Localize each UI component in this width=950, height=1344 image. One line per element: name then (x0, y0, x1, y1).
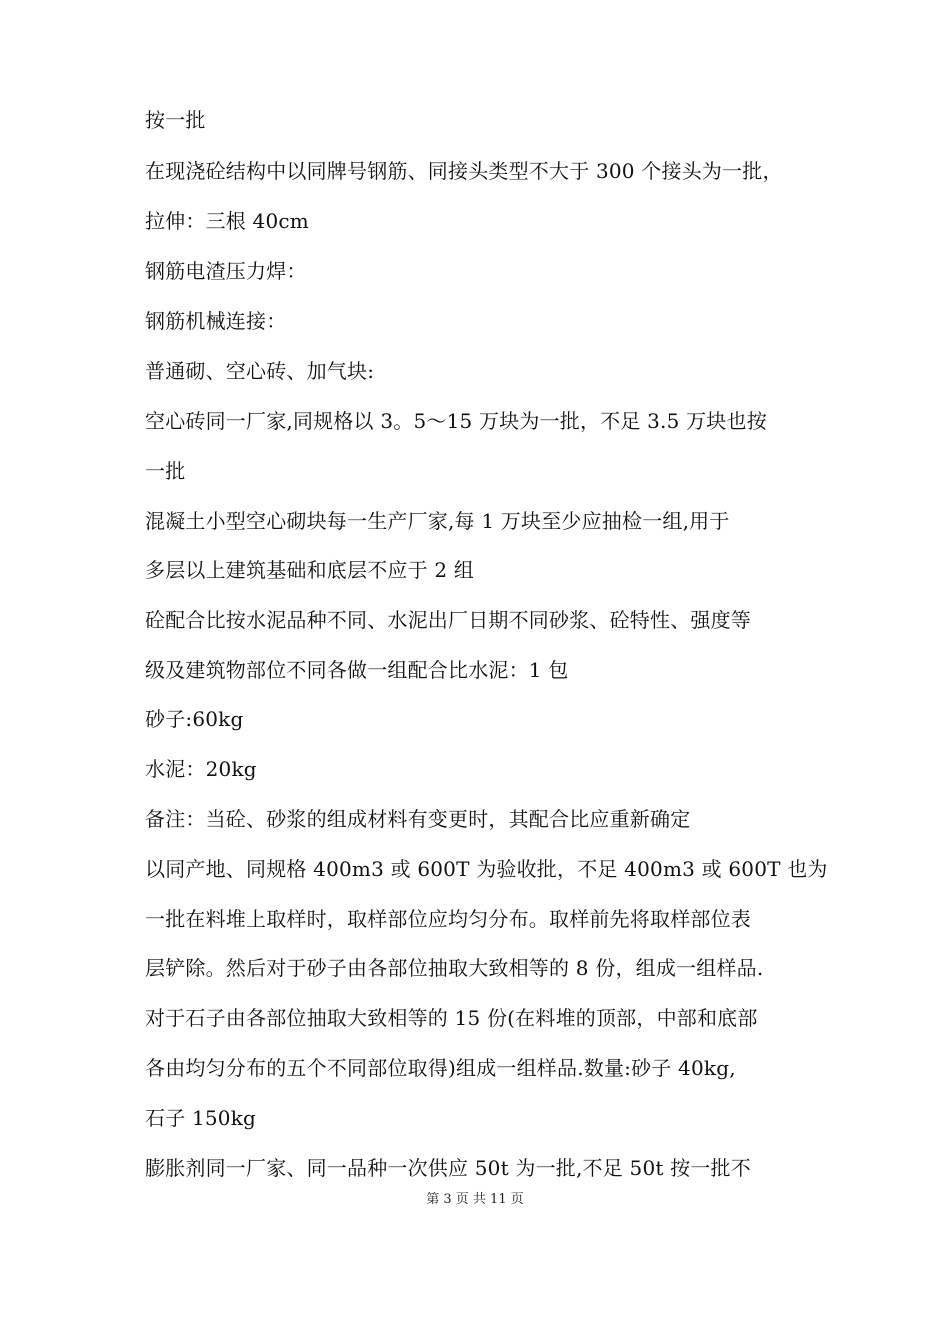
text-line: 在现浇砼结构中以同牌号钢筋、同接头类型不大于 300 个接头为一批， (145, 159, 783, 183)
text-line: 一批 (145, 459, 186, 483)
text-line: 混凝土小型空心砌块每一生产厂家,每 1 万块至少应抽检一组,用于 (145, 509, 730, 533)
text-line: 钢筋机械连接： (145, 309, 287, 333)
page-footer: 第 3 页 共 11 页 (426, 1192, 524, 1207)
text-line: 级及建筑物部位不同各做一组配合比水泥：1 包 (145, 658, 569, 682)
text-line: 对于石子由各部位抽取大致相等的 15 份(在料堆的顶部，中部和底部 (145, 1006, 758, 1030)
text-line: 空心砖同一厂家,同规格以 3。5～15 万块为一批，不足 3.5 万块也按 (145, 409, 767, 433)
text-line: 砼配合比按水泥品种不同、水泥出厂日期不同砂浆、砼特性、强度等 (145, 608, 751, 632)
text-line: 石子 150kg (145, 1106, 257, 1130)
text-line: 按一批 (145, 108, 206, 132)
text-line: 多层以上建筑基础和底层不应于 2 组 (145, 558, 475, 582)
text-line: 拉伸：三根 40cm (145, 209, 309, 233)
text-line: 备注：当砼、砂浆的组成材料有变更时，其配合比应重新确定 (145, 807, 691, 831)
text-line: 各由均匀分布的五个不同部位取得)组成一组样品.数量:砂子 40kg, (145, 1056, 736, 1080)
text-line: 膨胀剂同一厂家、同一品种一次供应 50t 为一批,不足 50t 按一批不 (145, 1156, 751, 1180)
text-line: 一批在料堆上取样时，取样部位应均匀分布。取样前先将取样部位表 (145, 907, 751, 931)
text-line: 普通砌、空心砖、加气块: (145, 359, 375, 383)
text-line: 钢筋电渣压力焊： (145, 259, 307, 283)
text-line: 以同产地、同规格 400m3 或 600T 为验收批，不足 400m3 或 600T 也为 (145, 857, 828, 881)
text-line: 砂子:60kg (145, 707, 244, 731)
text-line: 水泥：20kg (145, 757, 257, 781)
text-line: 层铲除。然后对于砂子由各部位抽取大致相等的 8 份，组成一组样品. (145, 956, 764, 980)
